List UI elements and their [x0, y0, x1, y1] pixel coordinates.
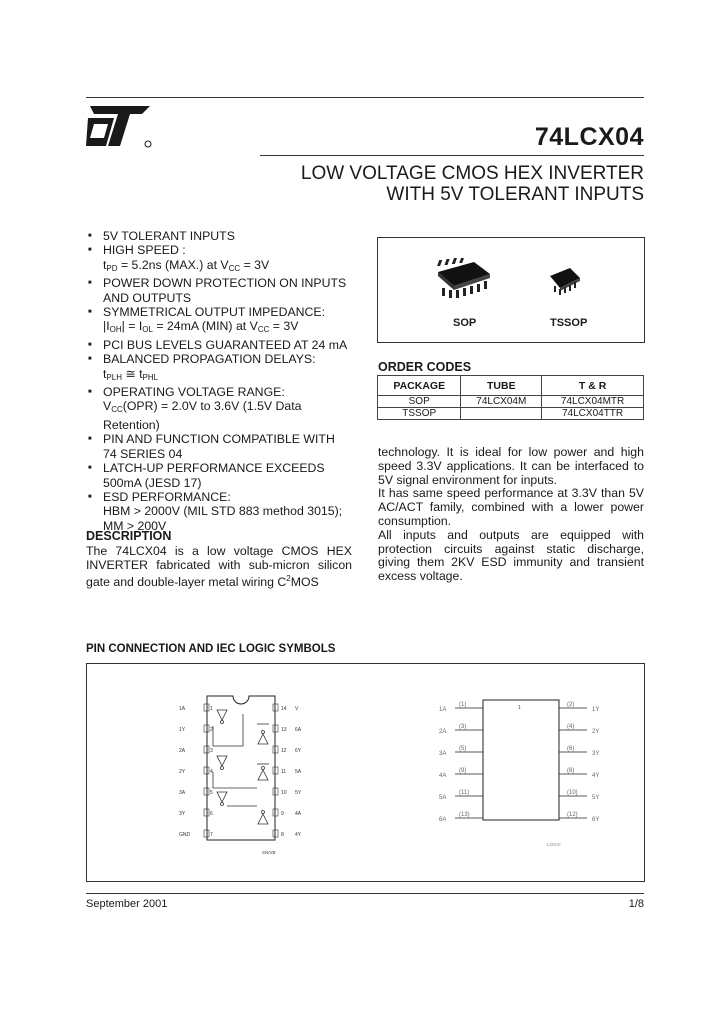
title-rule [260, 155, 644, 156]
pin-number: 6 [210, 811, 213, 817]
table-cell: 74LCX04TTR [542, 408, 644, 420]
pin-number: 8 [281, 832, 284, 838]
pin-name: GND [179, 832, 191, 838]
bullet-icon: ■ [88, 247, 92, 254]
pin-name: 5A [295, 769, 302, 775]
iec-input-label: 5A [439, 795, 447, 801]
feature-detail: MM > 200V [103, 518, 167, 533]
pin-number: 5 [210, 790, 213, 796]
feature-detail: AND OUTPUTS [103, 290, 192, 305]
feature-item [86, 490, 356, 533]
feature-item [86, 432, 356, 461]
iec-input-number: (13) [459, 812, 470, 818]
sop-label: SOP [453, 317, 477, 329]
subtitle [301, 163, 644, 205]
pin-number: 2 [210, 727, 213, 733]
iec-output-label: 1Y [592, 707, 600, 713]
feature-text: 5V TOLERANT INPUTS [103, 229, 235, 243]
iec-input-label: 1A [439, 707, 447, 713]
chip-caption: SN/VB [262, 850, 276, 855]
iec-marker: 1 [518, 705, 521, 711]
feature-text: POWER DOWN PROTECTION ON INPUTS [103, 276, 347, 291]
description-text-left: The 74LCX04 is a low voltage CMOS HEX INVERTER fabricated with sub-micron silicon gate and double-layer metal wiring $C^2MOS$ [86, 544, 352, 590]
feature-detail: $t_{PD} = 5.2ns$ (MAX.) at $V_{CC} = 3V$ [103, 257, 270, 273]
feature-list [86, 229, 356, 533]
description-title: DESCRIPTION [86, 529, 172, 543]
pin-name: 6Y [295, 748, 302, 754]
bullet-icon: ■ [88, 341, 92, 348]
iec-logic-box [483, 700, 559, 820]
table-cell [461, 408, 542, 420]
pin-name: 4Y [295, 832, 302, 838]
subtitle-line1: LOW VOLTAGE CMOS HEX INVERTER [300, 163, 644, 184]
pin-name: V [295, 706, 299, 712]
feature-item [86, 229, 356, 243]
feature-item [86, 338, 356, 352]
iec-output-number: (2) [567, 702, 575, 708]
pin-number: 9 [281, 811, 284, 817]
feature-text: BALANCED PROPAGATION DELAYS: [103, 352, 316, 367]
pin-name: 4A [295, 811, 302, 817]
iec-input-number: (3) [459, 724, 467, 730]
pin-number: 7 [210, 832, 213, 838]
pin-number: 13 [281, 727, 287, 733]
iec-output-label: 4Y [592, 773, 600, 779]
feature-item [86, 385, 356, 432]
feature-detail: 74 SERIES 04 [103, 446, 183, 461]
bullet-icon: ■ [88, 233, 92, 239]
pin-connection-box [86, 663, 645, 882]
table-cell: 74LCX04M [461, 396, 542, 408]
pin-diagram [87, 664, 644, 881]
pin-number: 1 [210, 706, 213, 712]
pin-name: 5Y [295, 790, 302, 796]
pin-number: 11 [281, 769, 287, 775]
table-cell: TSSOP [378, 408, 461, 420]
feature-text: OPERATING VOLTAGE RANGE: [103, 385, 285, 400]
bullet-icon: ■ [88, 280, 92, 287]
iec-input-number: (5) [459, 746, 467, 752]
bullet-icon: ■ [88, 436, 92, 443]
page-number: 1/8 [628, 898, 644, 910]
feature-detail: $t_{PLH}$ ≅ $t_{PHL}$ [103, 366, 159, 382]
description-text-right [378, 446, 644, 584]
feature-detail: $|I_{OH}| = I_{OL} = 24mA$ (MIN) at $V_{CC} = 3V$ [103, 319, 299, 335]
feature-detail: Retention) [103, 417, 160, 432]
description-paragraph: All inputs and outputs are equipped with protection circuits against static discharge, giving them 2KV ESD immunity and transient excess voltage. [378, 527, 644, 584]
feature-text: HIGH SPEED : [103, 243, 186, 258]
table-cell: 74LCX04MTR [542, 396, 644, 408]
feature-item [86, 276, 356, 305]
inverter-gates [213, 710, 269, 824]
table-row [378, 408, 644, 420]
pin-name: 1A [179, 706, 186, 712]
iec-input-number: (11) [459, 790, 470, 796]
iec-output-label: 6Y [592, 817, 600, 823]
pin-number: 12 [281, 748, 287, 754]
pin-name: 1Y [179, 727, 186, 733]
feature-text: ESD PERFORMANCE: [103, 489, 231, 504]
order-codes-table [377, 375, 644, 420]
description-paragraph: It has same speed performance at 3.3V than 5V AC/ACT family, combined with a lower power consumption. [378, 486, 644, 528]
feature-item [86, 243, 356, 276]
feature-text: PCI BUS LEVELS GUARANTEED AT 24 mA [103, 337, 348, 352]
pin-name: 2A [179, 748, 186, 754]
table-header-row [378, 376, 644, 396]
iec-input-label: 6A [439, 817, 447, 823]
iec-output-label: 5Y [592, 795, 600, 801]
feature-detail: HBM > 2000V (MIL STD 883 method 3015); [103, 504, 343, 519]
iec-output-number: (10) [567, 790, 578, 796]
tssop-label: TSSOP [550, 317, 588, 329]
tssop-package-icon [548, 266, 582, 296]
table-header: PACKAGE [378, 376, 461, 396]
feature-item [86, 461, 356, 490]
pin-name: 2Y [179, 769, 186, 775]
feature-text: PIN AND FUNCTION COMPATIBLE WITH [103, 432, 335, 447]
pin-connection-title: PIN CONNECTION AND IEC LOGIC SYMBOLS [86, 643, 336, 655]
iec-input-label: 2A [439, 729, 447, 735]
bullet-icon: ■ [88, 309, 92, 316]
iec-output-number: (4) [567, 724, 575, 730]
sop-package-icon [434, 258, 494, 300]
bullet-icon: ■ [88, 356, 92, 363]
pin-number: 10 [281, 790, 287, 796]
pin-number: 14 [281, 706, 287, 712]
iec-output-number: (12) [567, 812, 578, 818]
iec-output-label: 3Y [592, 751, 600, 757]
subtitle-line2: WITH 5V TOLERANT INPUTS [386, 184, 644, 205]
pin-name: 3Y [179, 811, 186, 817]
feature-item [86, 352, 356, 385]
footer-rule [86, 893, 644, 894]
iec-output-number: (6) [567, 746, 575, 752]
bullet-icon: ■ [88, 493, 92, 500]
feature-text: LATCH-UP PERFORMANCE EXCEEDS [103, 461, 325, 476]
table-header: TUBE [461, 376, 542, 396]
order-codes-title: ORDER CODES [378, 360, 472, 374]
iec-output-label: 2Y [592, 729, 600, 735]
pin-name: 3A [179, 790, 186, 796]
description-paragraph: technology. It is ideal for low power and high speed 3.3V applications. It can be interfaced to 5V signal environment for inputs. [378, 445, 644, 487]
footer-date: September 2001 [86, 898, 168, 910]
top-rule [86, 97, 644, 98]
iec-input-number: (9) [459, 768, 467, 774]
package-images [377, 237, 645, 343]
iec-input-number: (1) [459, 702, 467, 708]
pin-number: 4 [210, 769, 213, 775]
pin-number: 3 [210, 748, 213, 754]
bullet-icon: ■ [88, 389, 92, 396]
iec-caption: LOGIC [547, 842, 562, 847]
table-cell: SOP [378, 396, 461, 408]
bullet-icon: ■ [88, 465, 92, 472]
st-logo [86, 104, 152, 148]
iec-output-number: (8) [567, 768, 575, 774]
table-row [378, 396, 644, 408]
pin-name: 6A [295, 727, 302, 733]
table-header: T & R [542, 376, 644, 396]
feature-detail: $V_{CC}(OPR) = 2.0V$ to 3.6V (1.5V Data [103, 399, 302, 415]
feature-item [86, 305, 356, 338]
iec-input-label: 4A [439, 773, 447, 779]
iec-input-label: 3A [439, 751, 447, 757]
part-number: 74LCX04 [534, 123, 644, 151]
feature-detail: 500mA (JESD 17) [103, 475, 202, 490]
feature-text: SYMMETRICAL OUTPUT IMPEDANCE: [103, 305, 326, 320]
